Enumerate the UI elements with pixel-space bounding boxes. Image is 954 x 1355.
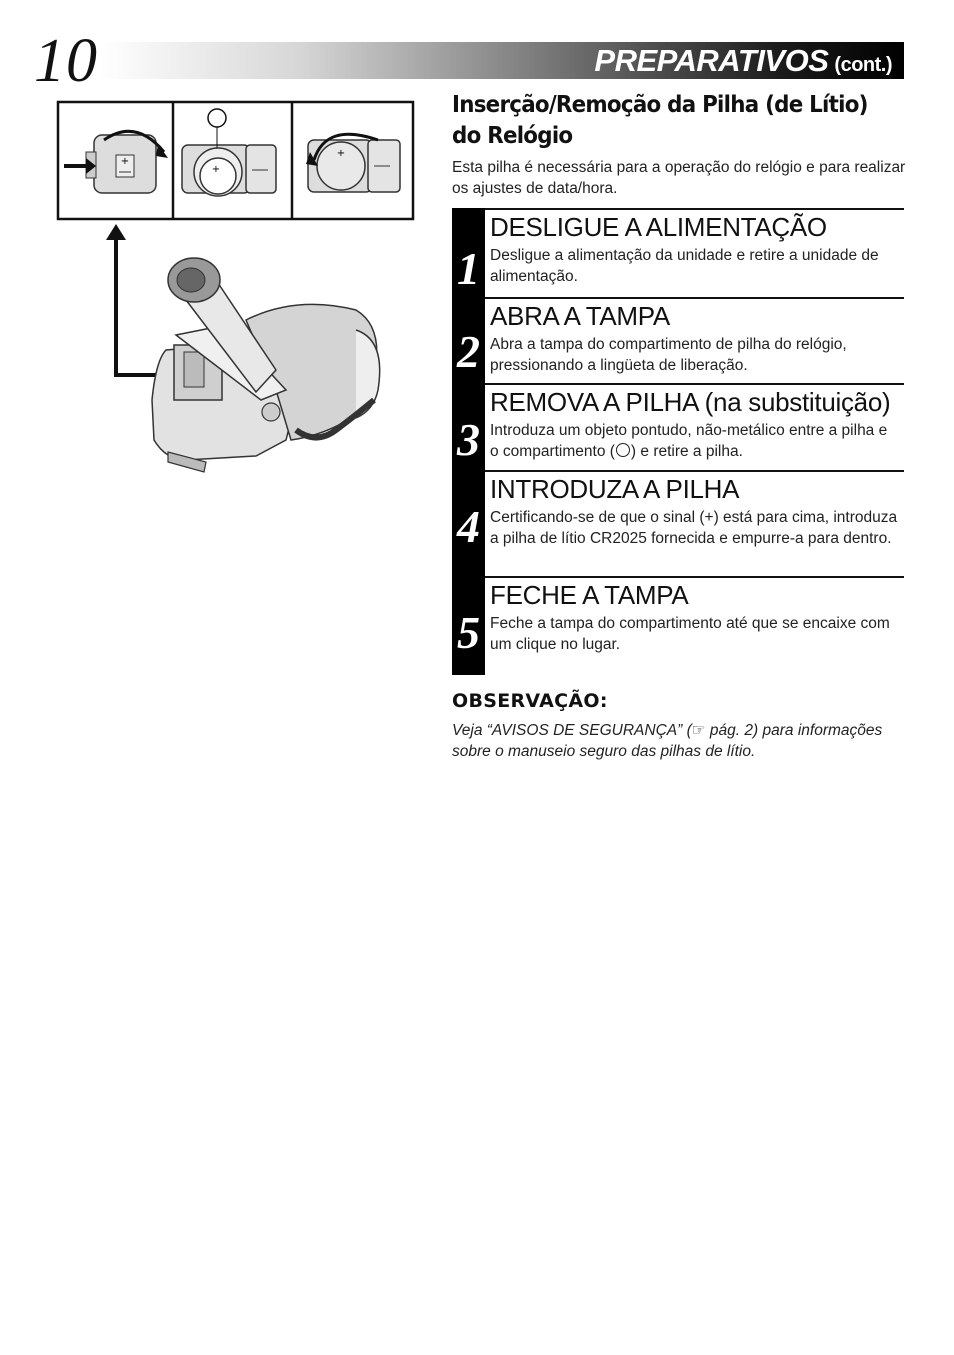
step-number: 5	[457, 607, 480, 658]
step-number: 1	[457, 243, 480, 294]
section-title: Inserção/Remoção da Pilha (de Lítio) do Relógio	[452, 92, 868, 149]
svg-text:+: +	[336, 148, 346, 159]
step-title: DESLIGUE A ALIMENTAÇÃO	[490, 212, 827, 242]
camcorder-drawing	[152, 258, 380, 472]
step-title: REMOVA A PILHA (na substituição)	[490, 387, 891, 417]
step-title: INTRODUZA A PILHA	[490, 474, 740, 504]
step-1	[452, 208, 904, 298]
step-title: ABRA A TAMPA	[490, 301, 670, 331]
step-text: Abra a tampa do compartimento de pilha do relógio, pressionando a lingüeta de liberação.	[490, 336, 847, 374]
battery-illustration	[56, 100, 416, 480]
circle-icon	[616, 443, 630, 457]
step-5	[452, 576, 904, 675]
step-rule	[485, 208, 904, 210]
section-intro: Esta pilha é necessária para a operação do relógio e para realizar os ajustes de data/hora.	[452, 159, 906, 197]
header-title-text: PREPARATIVOS	[594, 43, 829, 78]
note-title: OBSERVAÇÃO:	[452, 690, 608, 712]
step-text-after: ) e retire a pilha.	[630, 443, 743, 460]
step-text-before: Introduza um objeto pontudo, não-metálico entre a pilha e o compartimento (	[490, 422, 888, 460]
step-rule	[485, 297, 904, 299]
step-number: 3	[457, 414, 480, 465]
svg-text:+: +	[120, 156, 130, 167]
step-rule	[485, 470, 904, 472]
step-rule	[485, 383, 904, 385]
note-text: Veja “AVISOS DE SEGURANÇA” (☞ pág. 2) para informações sobre o manuseio seguro das pilhas de lítio.	[452, 722, 883, 760]
step-number: 4	[457, 501, 480, 552]
step-number: 2	[457, 326, 480, 377]
header-cont: (cont.)	[834, 54, 892, 76]
header-bar	[100, 42, 904, 79]
step-3	[452, 383, 904, 470]
page-number: 10	[34, 27, 98, 95]
step-text	[490, 420, 900, 462]
step-2	[452, 297, 904, 384]
step-text: Certificando-se de que o sinal (+) está para cima, introduza a pilha de lítio CR2025 fornecida e empurre-a para dentro.	[490, 509, 898, 547]
step-text: Desligue a alimentação da unidade e retire a unidade de alimentação.	[490, 247, 879, 285]
step-rule	[485, 576, 904, 578]
step-4	[452, 470, 904, 577]
step-title: FECHE A TAMPA	[490, 580, 689, 610]
step-text: Feche a tampa do compartimento até que se encaixe com um clique no lugar.	[490, 615, 890, 653]
header-title	[594, 42, 892, 79]
svg-text:+: +	[211, 164, 221, 175]
remove-battery-panel	[306, 134, 400, 192]
